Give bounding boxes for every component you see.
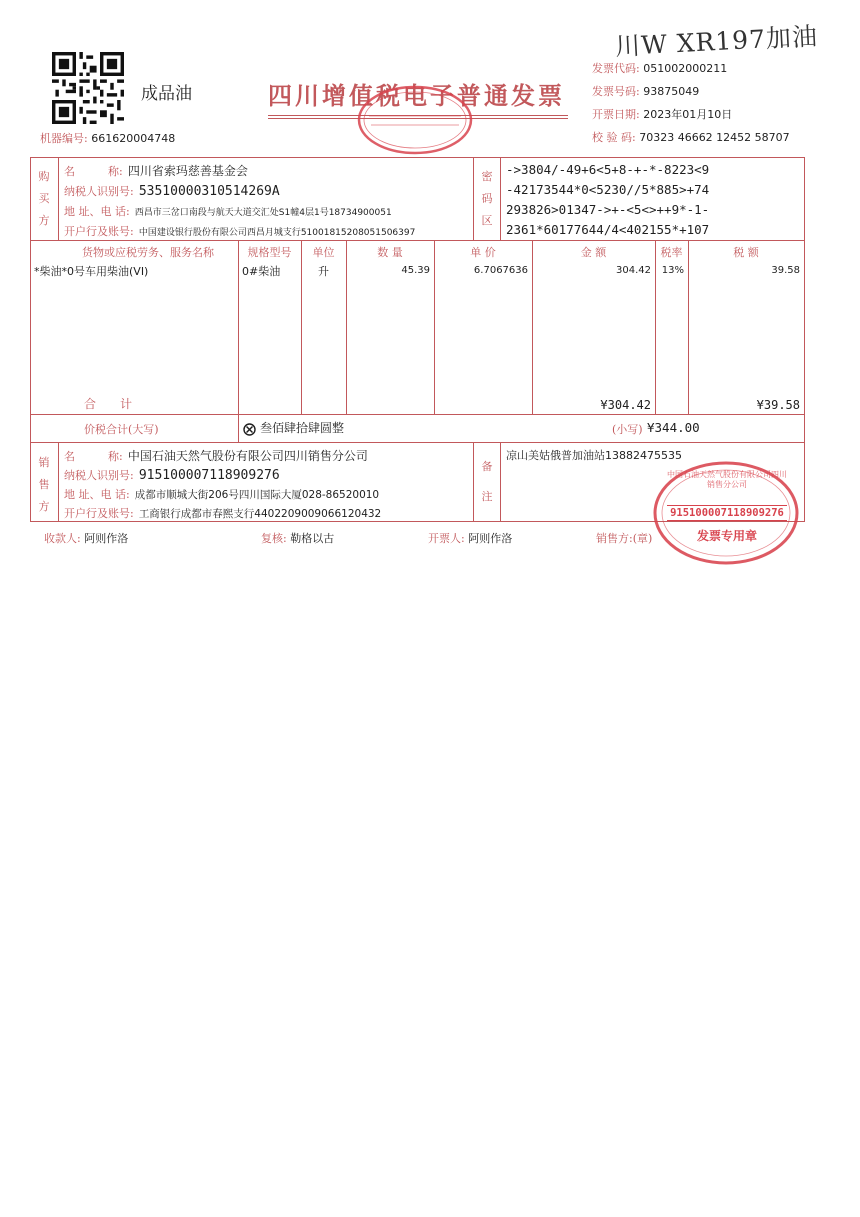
item-tax: 39.58	[771, 265, 800, 276]
issue-date-label: 开票日期:	[592, 108, 640, 121]
col-header-name: 货物或应税劳务、服务名称	[82, 246, 214, 259]
check-code-value: 70323 46662 12452 58707	[639, 131, 790, 144]
issuer-label: 开票人:	[428, 532, 465, 545]
buyer-address: 西昌市三岔口南段与航天大道交汇处S1幢4层1号18734900051	[134, 208, 392, 218]
buyer-info	[64, 160, 469, 240]
seal-tax-id: 915100007118909276	[667, 505, 787, 521]
item-amount: 304.42	[616, 265, 651, 276]
cipher-side-label: 密码区	[481, 170, 493, 227]
payee-name: 阿则作洛	[84, 532, 129, 545]
machine-number-label: 机器编号:	[40, 132, 88, 145]
cipher-line: 293826>01347->+-<5<>++9*-1-	[506, 202, 710, 217]
buyer-name: 四川省索玛慈善基金会	[127, 164, 248, 178]
item-spec: 0#柴油	[242, 265, 281, 278]
buyer-tax-id: 53510000310514269A	[138, 184, 280, 199]
buyer-bank-row	[64, 220, 469, 240]
reviewer	[261, 530, 334, 546]
col-header-spec: 规格型号	[247, 246, 292, 259]
cross-circle-icon	[243, 421, 256, 434]
col-header-rate: 税率	[660, 246, 683, 259]
buyer-tax-label: 纳税人识别号:	[64, 185, 134, 198]
item-name: *柴油*0号车用柴油(VI)	[34, 265, 149, 278]
seller-bank-row	[64, 502, 469, 521]
seller-address: 成都市顺城大街206号四川国际大厦028-86520010	[134, 489, 380, 501]
invoice-code-label: 发票代码:	[592, 62, 640, 75]
seller-side-label: 销售方	[38, 456, 50, 513]
issue-date-row	[592, 106, 842, 129]
col-header-qty: 数 量	[377, 246, 403, 259]
invoice-number-value: 93875049	[643, 85, 700, 98]
payee	[44, 530, 128, 546]
seller-address-row	[64, 483, 469, 502]
invoice-code-value: 051002000211	[643, 62, 728, 75]
remarks-text: 凉山美姑俄普加油站13882475535	[506, 449, 682, 462]
seller-address-label: 地 址、电 话:	[64, 488, 130, 501]
machine-number-value: 661620004748	[91, 132, 176, 145]
grand-total-value: ¥344.00	[647, 420, 700, 435]
invoice-number-row	[592, 83, 842, 106]
check-code-row	[592, 129, 842, 152]
issue-date-value: 2023年01月10日	[643, 108, 733, 121]
qr-code	[52, 52, 124, 124]
invoice-number-label: 发票号码:	[592, 85, 640, 98]
cipher-area	[506, 160, 802, 240]
cipher-line: -42173544*0<5230//5*885>+74	[506, 182, 710, 197]
buyer-bank: 中国建设银行股份有限公司西昌月城支行51001815208051506397	[138, 228, 416, 238]
issuer-name: 阿则作洛	[468, 532, 513, 545]
grand-total-words-group	[243, 419, 344, 436]
buyer-name-label: 名 称:	[64, 165, 123, 178]
item-qty: 45.39	[401, 265, 430, 276]
footer-signatures	[44, 530, 804, 548]
machine-number	[40, 130, 175, 146]
cipher-line: 2361*60177644/4<402155*+107	[506, 222, 710, 237]
seller-name: 中国石油天然气股份有限公司四川销售分公司	[127, 449, 368, 463]
payee-label: 收款人:	[44, 532, 81, 545]
header-fields	[592, 60, 842, 152]
grand-total-small-label: (小写)	[612, 423, 643, 436]
issuer	[428, 530, 512, 546]
buyer-tax-row	[64, 180, 469, 200]
buyer-name-row	[64, 160, 469, 180]
product-category-label: 成品油	[141, 84, 192, 104]
item-rate: 13%	[661, 265, 684, 276]
seal-ring-text: 中国石油天然气股份有限公司四川销售分公司	[667, 470, 787, 489]
grand-total-words: 叁佰肆拾肆圆整	[260, 421, 345, 435]
handwritten-note: 川W XR197加油	[614, 21, 819, 62]
grand-total-label: 价税合计(大写)	[84, 423, 159, 436]
reviewer-label: 复核:	[261, 532, 287, 545]
seller-name-row	[64, 445, 469, 464]
totals-amount: ¥304.42	[600, 398, 651, 412]
buyer-address-label: 地 址、电 话:	[64, 205, 130, 218]
check-code-label: 校 验 码:	[592, 131, 636, 144]
buyer-address-row	[64, 200, 469, 220]
invoice-title: 四川增值税电子普通发票	[268, 81, 565, 110]
seller-name-label: 名 称:	[64, 450, 123, 463]
tax-bureau-seal	[355, 83, 475, 158]
buyer-bank-label: 开户行及账号:	[64, 225, 134, 238]
remarks-side-label: 备注	[481, 460, 493, 503]
seller-info	[64, 445, 469, 521]
item-unit: 升	[318, 265, 329, 278]
seller-tax-row	[64, 464, 469, 483]
seller-seal-label: 销售方:(章)	[596, 532, 653, 545]
seal-title: 发票专用章	[696, 529, 757, 543]
invoice-code-row	[592, 60, 842, 83]
col-header-tax: 税 额	[733, 246, 759, 259]
item-price: 6.7067636	[473, 265, 528, 276]
cipher-line: ->3804/-49+6<5+8-+-*-8223<9	[506, 162, 710, 177]
buyer-side-label: 购买方	[38, 170, 50, 227]
col-header-amount: 金 额	[580, 246, 607, 259]
seller-tax-id: 915100007118909276	[138, 468, 280, 483]
totals-tax: ¥39.58	[756, 398, 800, 412]
totals-label: 合 计	[84, 397, 133, 411]
reviewer-name: 勒格以古	[290, 532, 335, 545]
col-header-unit: 单位	[312, 246, 335, 259]
col-header-price: 单 价	[470, 246, 496, 259]
seller-bank: 工商银行成都市春熙支行4402209009066120432	[138, 508, 382, 520]
seller-tax-label: 纳税人识别号:	[64, 469, 134, 482]
seller-bank-label: 开户行及账号:	[64, 507, 134, 520]
